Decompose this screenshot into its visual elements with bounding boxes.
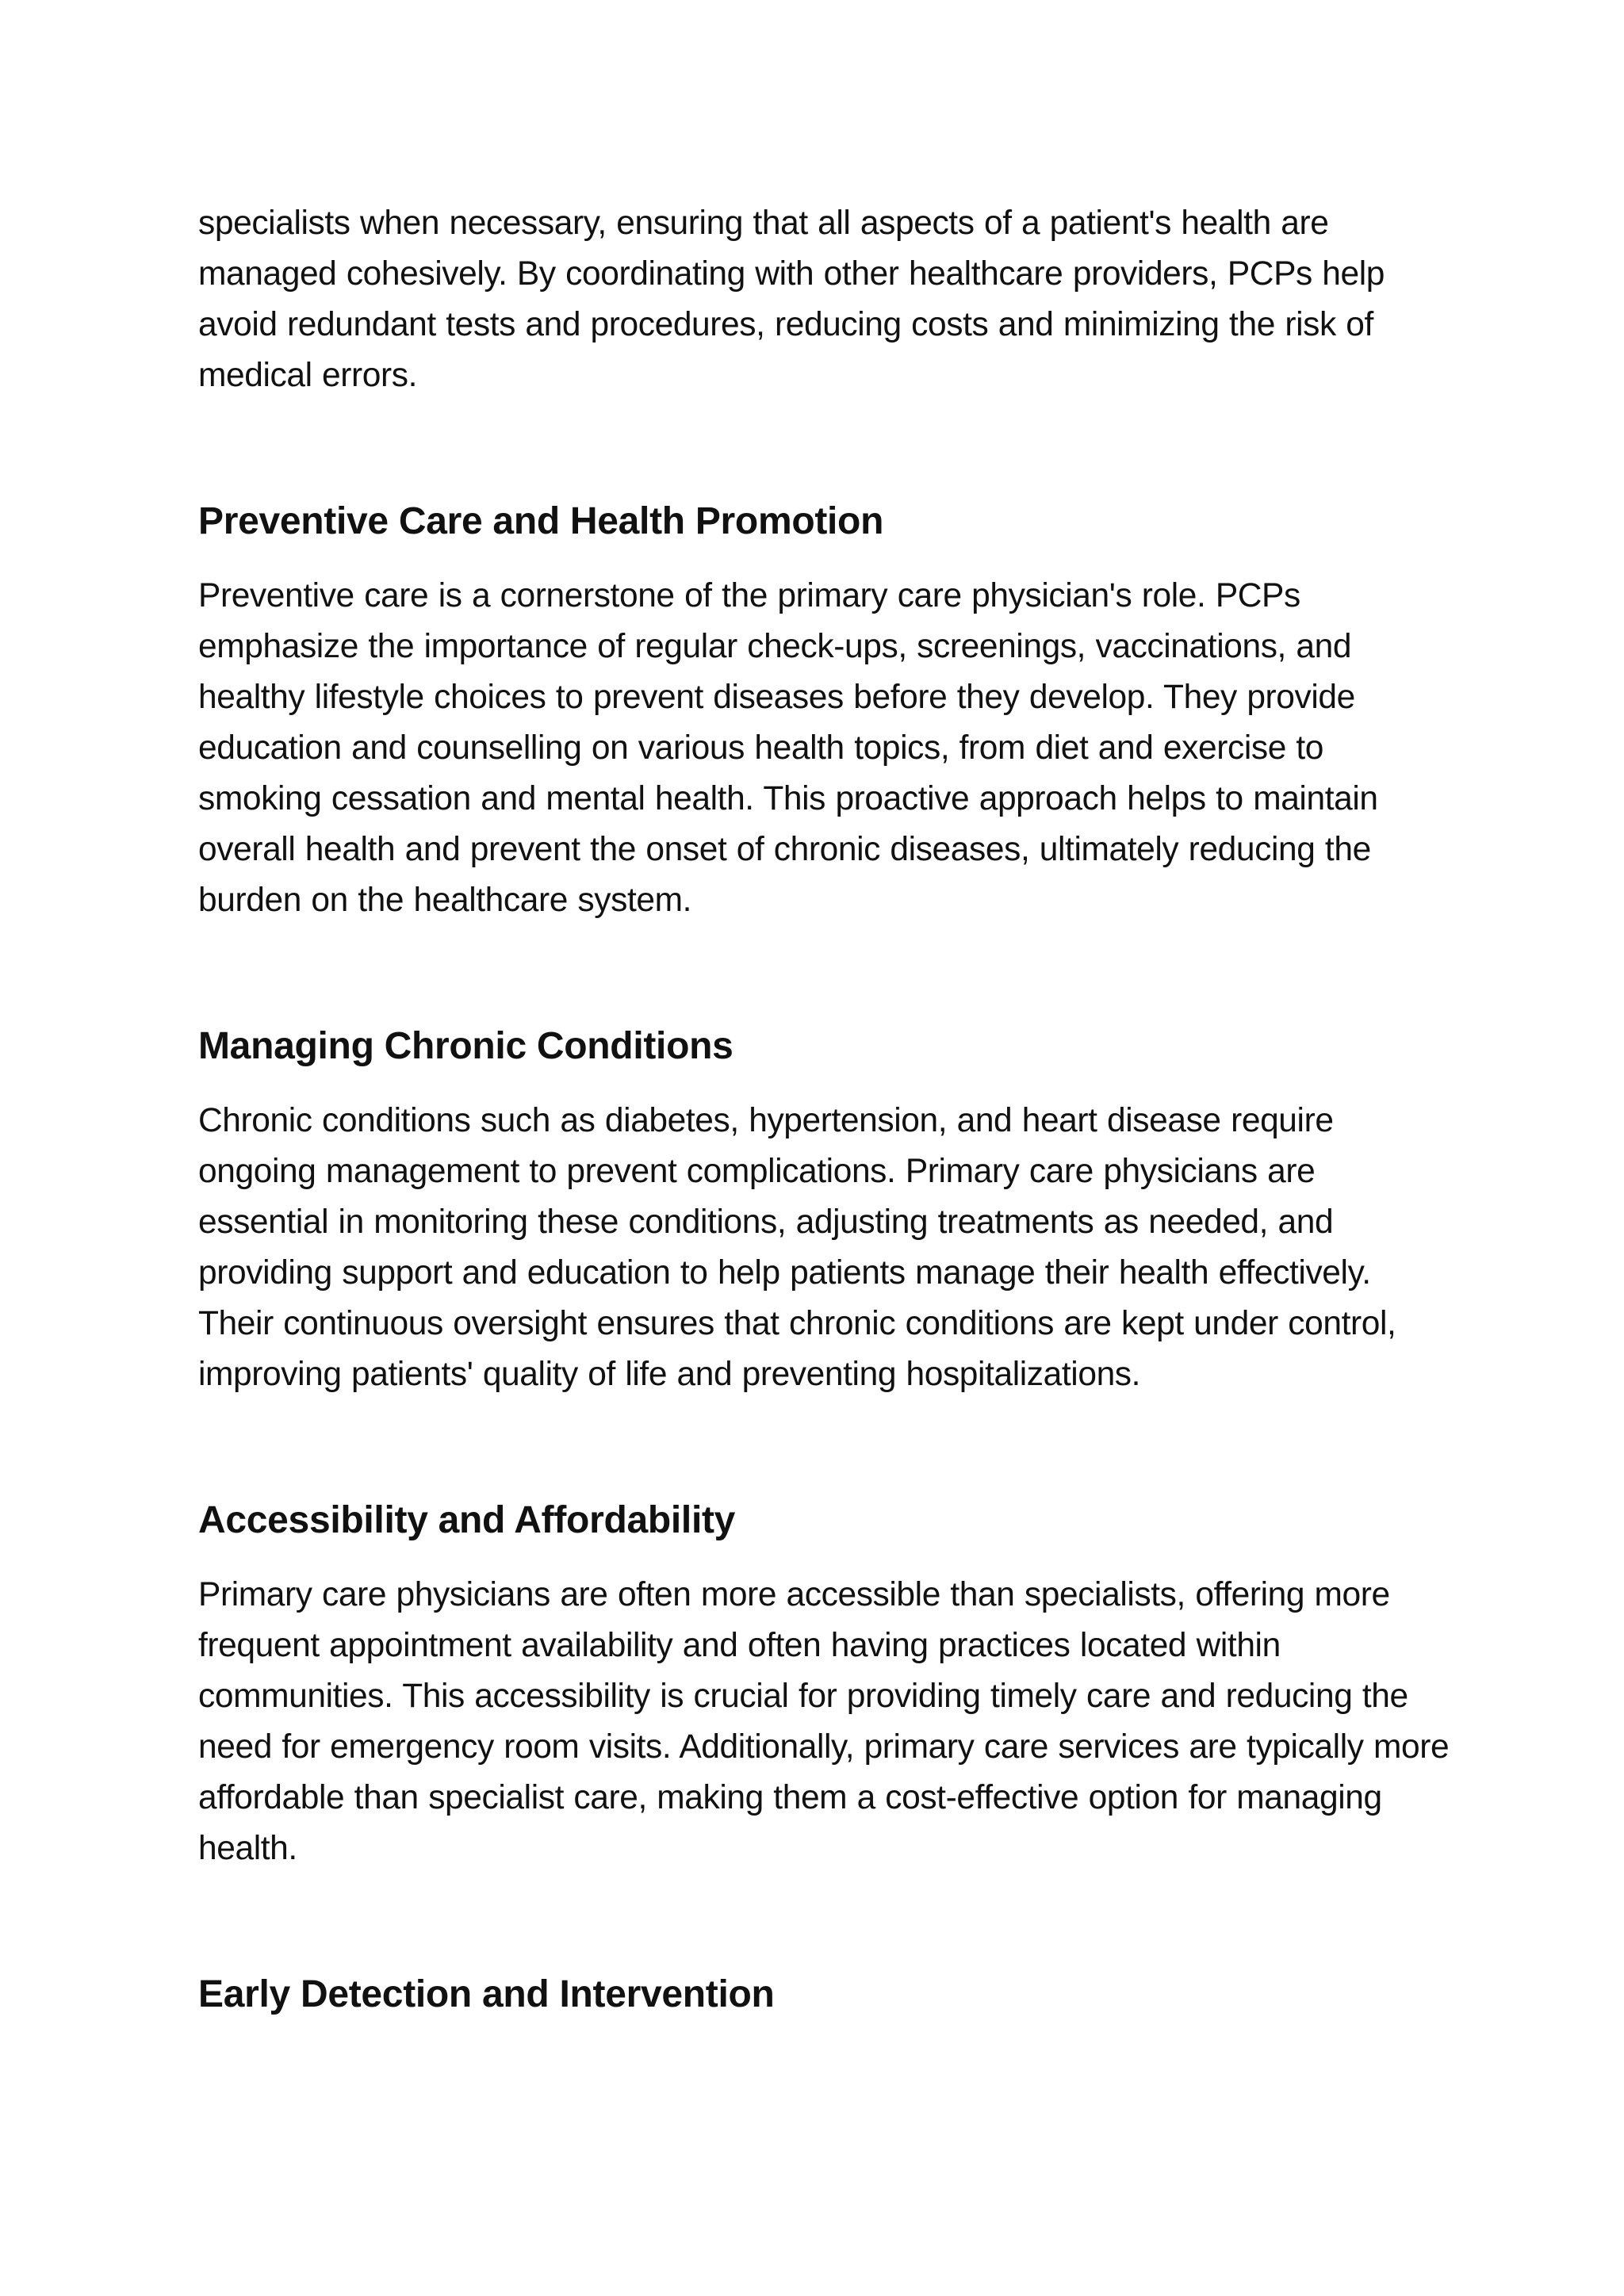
section-heading: Preventive Care and Health Promotion [198,500,884,542]
intro-paragraph: specialists when necessary, ensuring that all aspects of a patient's health are managed cohesively. By coordinating with other healthcare providers, PCPs help avoid redundant tests and procedures, reducing costs and minimizing the risk of medical errors. [198,205,1385,394]
section-early-detection [198,1969,1451,2020]
document-body [198,198,1451,2115]
section-chronic-conditions [198,1021,1451,1400]
section-preventive-care [198,496,1451,926]
section-heading: Accessibility and Affordability [198,1499,736,1541]
section-heading: Managing Chronic Conditions [198,1025,733,1067]
section-paragraph: Primary care physicians are often more accessible than specialists, offering more frequent appointment availability and often having practices located within communities. This accessibility is crucial for providing timely care and reducing the need for emergency room visits. Additionally, primary care services are typically more affordable than specialist care, making them a cost-effective option for managing health. [198,1576,1450,1867]
section-heading: Early Detection and Intervention [198,1973,775,2015]
section-paragraph: Chronic conditions such as diabetes, hypertension, and heart disease require ongoing management to prevent complications. Primary care physicians are essential in monitoring these conditions, adjusting treatments as needed, and providing support and education to help patients manage their health effectively. Their continuous oversight ensures that chronic conditions are kept under control, improving patients' quality of life and preventing hospitalizations. [198,1102,1396,1393]
section-paragraph: Preventive care is a cornerstone of the primary care physician's role. PCPs emphasize the importance of regular check-ups, screenings, vaccinations, and healthy lifestyle choices to prevent diseases before they develop. They provide education and counselling on various health topics, from diet and exercise to smoking cessation and mental health. This proactive approach helps to maintain overall health and prevent the onset of chronic diseases, ultimately reducing the burden on the healthcare system. [198,577,1378,919]
section-accessibility [198,1495,1451,1874]
